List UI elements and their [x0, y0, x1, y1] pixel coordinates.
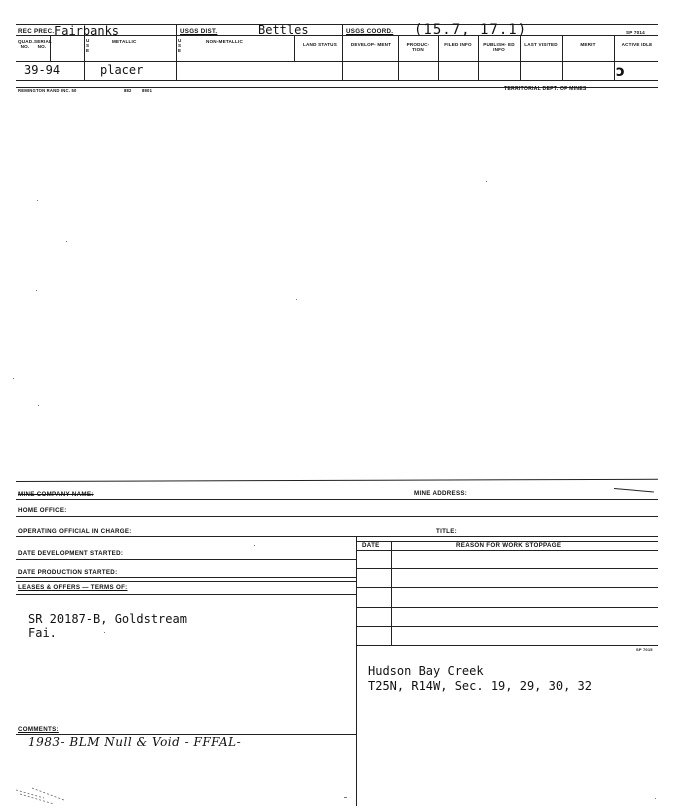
mine-address-label: MINE ADDRESS: — [414, 490, 468, 497]
usgs-dist-value: Bettles — [258, 23, 309, 37]
quad-serial-value: 39-94 — [24, 63, 61, 77]
quad-no-header: QUAD. NO. — [18, 39, 34, 49]
scratch-marks — [14, 782, 74, 808]
metallic-value: placer — [100, 63, 144, 77]
rec-prec-value: Fairbanks — [54, 24, 120, 38]
date-column-header: DATE — [362, 542, 380, 549]
usgs-dist-label: USGS DIST. — [180, 28, 218, 35]
mine-company-name-label: MINE COMPANY NAME: — [18, 491, 94, 498]
form-number-bottom: SP 7015 — [636, 647, 653, 652]
published-info-header: PUBLISH- ED INFO — [483, 42, 515, 52]
use-header-metallic: U S E — [86, 38, 90, 53]
title-label: TITLE: — [436, 528, 458, 535]
metallic-header: METALLIC — [112, 39, 137, 44]
usgs-coord-label: USGS COORD. — [346, 28, 394, 35]
merit-header: MERIT — [580, 42, 596, 47]
filed-info-header: FILED INFO — [444, 42, 472, 47]
land-status-header: LAND STATUS — [303, 42, 337, 47]
printer-imprint: REMINGTON RAND INC. 50 — [18, 88, 77, 93]
development-header: DEVELOP- MENT — [350, 42, 392, 47]
form-number: SP 7014 — [626, 30, 645, 35]
rec-prec-label: REC PREC. — [18, 28, 55, 35]
location-line-2: T25N, R14W, Sec. 19, 29, 30, 32 — [368, 679, 592, 693]
issuer-imprint: TERRITORIAL DEPT. OF MINES — [504, 86, 587, 92]
usgs-coord-value: (15.7, 17.1) — [414, 22, 528, 38]
comments-label: COMMENTS: — [18, 726, 59, 733]
active-idle-value: ɔ — [616, 62, 625, 80]
active-idle-header: ACTIVE IDLE — [621, 42, 653, 47]
reason-column-header: REASON FOR WORK STOPPAGE — [456, 542, 562, 549]
production-header: PRODUC- TION — [406, 42, 430, 52]
date-production-started-label: DATE PRODUCTION STARTED: — [18, 569, 118, 576]
operating-official-label: OPERATING OFFICIAL IN CHARGE: — [18, 528, 132, 535]
leases-offers-label: LEASES & OFFERS — TERMS OF: — [18, 584, 128, 591]
serial-no-header: SERIAL NO. — [34, 39, 53, 49]
date-development-started-label: DATE DEVELOPMENT STARTED: — [18, 550, 124, 557]
home-office-label: HOME OFFICE: — [18, 507, 67, 514]
comments-value: 1983- BLM Null & Void - FFFAL- — [28, 735, 242, 749]
leases-line-1: SR 20187-B, Goldstream — [28, 612, 187, 626]
location-line-1: Hudson Bay Creek — [368, 664, 484, 678]
use-header-non-metallic: U S E — [178, 38, 182, 53]
printer-code-2: 8901 — [142, 88, 153, 93]
printer-code: 882 — [124, 88, 132, 93]
non-metallic-header: NON-METALLIC — [206, 39, 244, 44]
last-visited-header: LAST VISITED — [524, 42, 558, 47]
leases-line-2: Fai. — [28, 626, 57, 640]
